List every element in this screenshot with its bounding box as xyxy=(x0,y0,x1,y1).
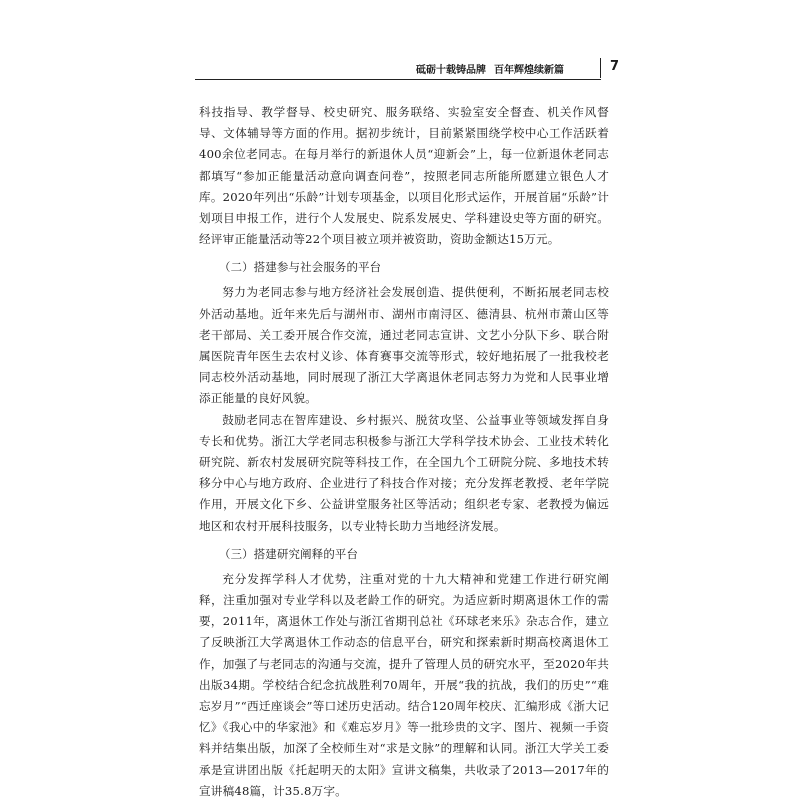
paragraph-2: 努力为老同志参与地方经济社会发展创造、提供便利，不断拓展老同志校外活动基地。近年来先后与湖州市、湖州市南浔区、德清县、杭州市萧山区等老干部局、关工委开展合作交流，通过老同志宣讲、文艺小分队下乡、联合附属医院青年医生去农村义诊、体育赛事交流等形式，较好地拓展了一批我校老同志校外活动基地，同时展现了浙江大学离退休老同志努力为党和人民事业增添正能量的良好风貌。 xyxy=(199,285,609,406)
header-title-right: 百年辉煌续新篇 xyxy=(494,64,564,76)
section-heading-2: （二）搭建参与社会服务的平台 xyxy=(219,260,382,275)
header-rule xyxy=(195,79,601,80)
running-header xyxy=(416,59,600,77)
paragraph-1: 科技指导、教学督导、校史研究、服务联络、实验室安全督查、机关作风督导、文体辅导等方面的作用。据初步统计，目前紧紧围绕学校中心工作活跃着400余位老同志。在每月举行的新退休人员“迎新会”上，每一位新退休老同志都填写“参加正能量活动意向调查问卷”，按照老同志所能所愿建立银色人才库。2020年列出“乐龄”计划专项基金，以项目化形式运作，开展首届“乐龄”计划项目申报工作，进行个人发展史、院系发展史、学科建设史等方面的研究。经评审正能量活动等22个项目被立项并被资助，资助金额达15万元。 xyxy=(199,105,609,247)
paragraph-4: 充分发挥学科人才优势，注重对党的十九大精神和党建工作进行研究阐释，注重加强对专业学科以及老龄工作的研究。为适应新时期离退休工作的需要，2011年，离退休工作处与浙江省期刊总社《环球老来乐》杂志合作，建立了反映浙江大学离退休工作动态的信息平台，研究和探索新时期高校离退休工作，加强了与老同志的沟通与交流，提升了管理人员的研究水平，至2020年共出版34期。学校结合纪念抗战胜利70周年，开展“我的抗战，我们的历史”“难忘岁月”“西迁座谈会”等口述历史活动。结合120周年校庆、汇编形成《浙大记忆》《我心中的华家池》和《难忘岁月》等一批珍贵的文字、图片、视频一手资料并结集出版，加深了全校师生对“求是文脉”的理解和认同。浙江大学关工委承是宣讲团出版《托起明天的太阳》宣讲文稿集，共收录了2013—2017年的宣讲稿48篇，计35.8万字。 xyxy=(199,571,609,798)
header-separator xyxy=(600,58,601,78)
body-text xyxy=(199,102,609,802)
header-title-left: 砥砺十载铸品牌 xyxy=(416,64,486,76)
page-number: 7 xyxy=(610,59,620,74)
paragraph-3: 鼓励老同志在智库建设、乡村振兴、脱贫攻坚、公益事业等领域发挥自身专长和优势。浙江大学老同志积极参与浙江大学科学技术协会、工业技术转化研究院、新农村发展研究院等科技工作，在全国九个工研院分院、多地技术转移分中心与地方政府、企业进行了科技合作对接；充分发挥老教授、老年学院作用，开展文化下乡、公益讲堂服务社区等活动；组织老专家、老教授为偏远地区和农村开展科技服务，以专业特长助力当地经济发展。 xyxy=(199,412,609,533)
section-heading-3: （三）搭建研究阐释的平台 xyxy=(219,546,359,561)
